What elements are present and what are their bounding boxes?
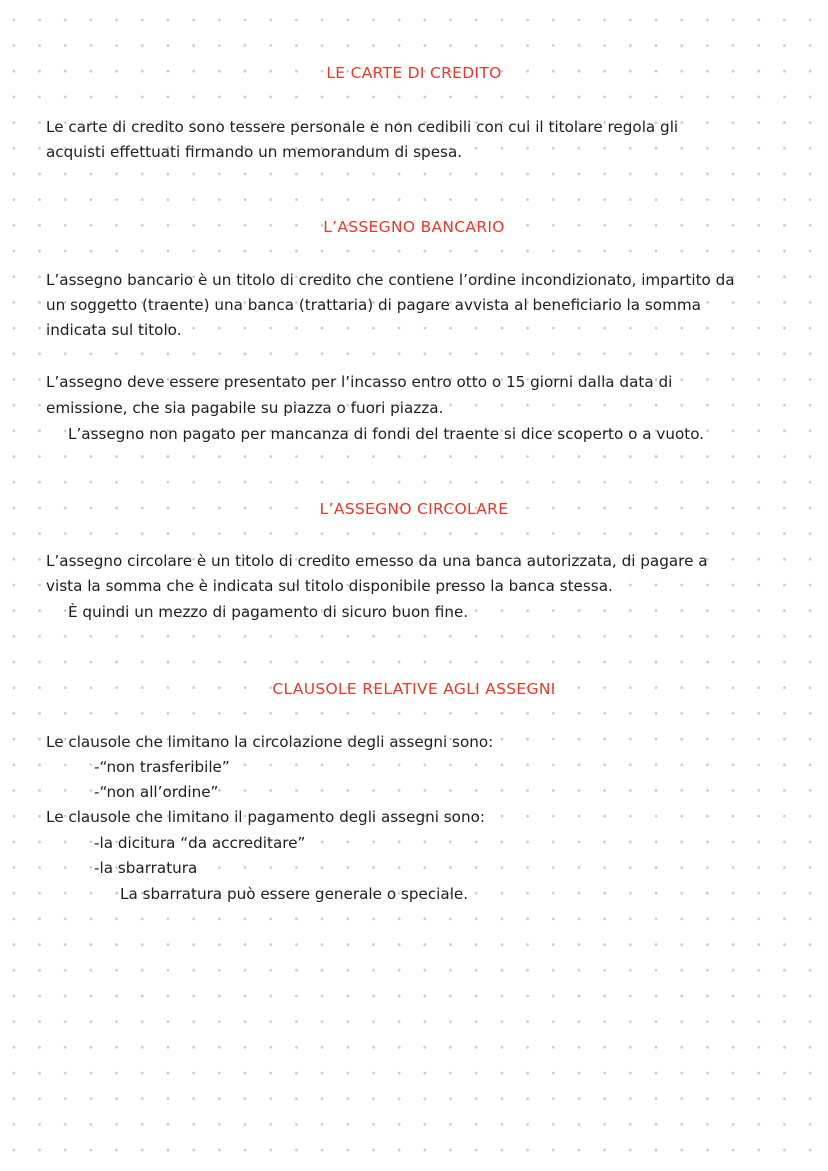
text-line: Le clausole che limitano la circolazione degli assegni sono:	[46, 733, 494, 751]
list-item: -la dicitura “da accreditare”	[94, 834, 306, 852]
text-line: Le carte di credito sono tessere personale e non cedibili con cui il titolare regola gli	[46, 118, 679, 136]
heading-assegno-bancario: L’ASSEGNO BANCARIO	[323, 218, 505, 236]
heading-clausole-assegni: CLAUSOLE RELATIVE AGLI ASSEGNI	[272, 680, 556, 698]
heading-carte-di-credito: LE CARTE DI CREDITO	[326, 64, 502, 82]
text-line: È quindi un mezzo di pagamento di sicuro buon fine.	[68, 603, 469, 621]
text-line: L’assegno bancario è un titolo di credito che contiene l’ordine incondizionato, impartito da	[46, 271, 735, 289]
text-line: L’assegno circolare è un titolo di credito emesso da una banca autorizzata, di pagare a	[46, 552, 708, 570]
list-item: -la sbarratura	[94, 859, 198, 877]
text-line: emissione, che sia pagabile su piazza o fuori piazza.	[46, 399, 444, 417]
text-line: indicata sul titolo.	[46, 321, 182, 339]
text-line: La sbarratura può essere generale o speciale.	[120, 885, 469, 903]
text-line: Le clausole che limitano il pagamento degli assegni sono:	[46, 808, 485, 826]
list-item: -“non all’ordine”	[94, 783, 219, 801]
text-line: un soggetto (traente) una banca (trattaria) di pagare avvista al beneficiario la somma	[46, 296, 701, 314]
heading-assegno-circolare: L’ASSEGNO CIRCOLARE	[319, 500, 509, 518]
text-line: vista la somma che è indicata sul titolo disponibile presso la banca stessa.	[46, 577, 613, 595]
text-line: L’assegno non pagato per mancanza di fondi del traente si dice scoperto o a vuoto.	[68, 425, 705, 443]
list-item: -“non trasferibile”	[94, 758, 230, 776]
text-line: L’assegno deve essere presentato per l’incasso entro otto o 15 giorni dalla data di	[46, 373, 673, 391]
text-line: acquisti effettuati firmando un memorandum di spesa.	[46, 143, 463, 161]
